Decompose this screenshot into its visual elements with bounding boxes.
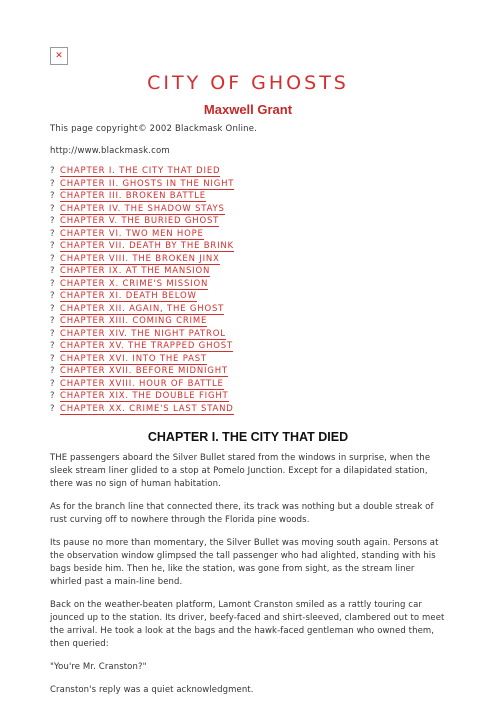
toc-bullet: ? <box>50 328 55 339</box>
book-title: CITY OF GHOSTS <box>147 72 349 94</box>
toc-chapter-link[interactable]: CHAPTER XVI. INTO THE PAST <box>60 353 207 364</box>
toc-item <box>50 178 430 191</box>
toc-item <box>50 403 430 416</box>
toc-bullet: ? <box>50 353 55 364</box>
toc-bullet: ? <box>50 191 55 201</box>
toc-chapter-link[interactable]: CHAPTER XI. DEATH BELOW <box>60 291 197 301</box>
toc-chapter-link[interactable]: CHAPTER VI. TWO MEN HOPE <box>60 228 204 239</box>
body-paragraph: THE passengers aboard the Silver Bullet stared from the windows in surprise, when the sleek stream liner glided to a stop at Pomelo Junction. Except for a dilapidated station, there was no sign of human habitation. <box>50 453 431 489</box>
toc-item <box>50 303 430 316</box>
toc-bullet: ? <box>50 203 55 214</box>
body-paragraph: Cranston's reply was a quiet acknowledgment. <box>50 685 254 695</box>
toc-item <box>50 340 430 353</box>
toc-bullet: ? <box>50 228 55 239</box>
toc-bullet: ? <box>50 291 55 301</box>
toc-bullet: ? <box>50 216 55 226</box>
toc-chapter-link[interactable]: CHAPTER XIII. COMING CRIME <box>60 316 208 326</box>
toc-item <box>50 240 430 253</box>
toc-bullet: ? <box>50 378 55 389</box>
toc-item <box>50 190 430 203</box>
site-url: http://www.blackmask.com <box>50 146 170 156</box>
toc-item <box>50 290 430 303</box>
toc-bullet: ? <box>50 341 55 351</box>
toc-chapter-link[interactable]: CHAPTER XIX. THE DOUBLE FIGHT <box>60 391 229 401</box>
toc-item <box>50 353 430 366</box>
toc-item <box>50 278 430 291</box>
body-paragraph: Back on the weather-beaten platform, Lamont Cranston smiled as a rattly touring car jounced up to the station. Its driver, beefy-faced and shirt-sleeved, clambered out to meet the arrival. He took a look at the bags and the hawk-faced gentleman who owned them, then queried: <box>50 600 445 649</box>
toc-chapter-link[interactable]: CHAPTER XVIII. HOUR OF BATTLE <box>60 378 224 389</box>
toc-chapter-link[interactable]: CHAPTER XII. AGAIN, THE GHOST <box>60 303 225 314</box>
body-paragraph: As for the branch line that connected there, its track was nothing but a double streak of rust curving off to nowhere through the Florida pine woods. <box>50 502 434 525</box>
toc-chapter-link[interactable]: CHAPTER V. THE BURIED GHOST <box>60 216 220 226</box>
copyright-notice: This page copyright© 2002 Blackmask Online. <box>50 124 258 134</box>
toc-chapter-link[interactable]: CHAPTER X. CRIME'S MISSION <box>60 278 209 289</box>
toc-bullet: ? <box>50 316 55 326</box>
toc-chapter-link[interactable]: CHAPTER IV. THE SHADOW STAYS <box>60 203 225 214</box>
toc-bullet: ? <box>50 253 55 264</box>
toc-item <box>50 378 430 391</box>
toc-chapter-link[interactable]: CHAPTER XVII. BEFORE MIDNIGHT <box>60 366 228 376</box>
toc-bullet: ? <box>50 241 55 251</box>
toc-item <box>50 228 430 241</box>
toc-item <box>50 315 430 328</box>
toc-item <box>50 365 430 378</box>
toc-item <box>50 165 430 178</box>
toc-item <box>50 253 430 266</box>
body-paragraph: "You're Mr. Cranston?" <box>50 662 147 672</box>
toc-bullet: ? <box>50 266 55 276</box>
toc-chapter-link[interactable]: CHAPTER I. THE CITY THAT DIED <box>60 166 221 176</box>
broken-image-icon: ✕ <box>50 47 68 65</box>
toc-item <box>50 328 430 341</box>
toc-chapter-link[interactable]: CHAPTER IX. AT THE MANSION <box>60 266 211 276</box>
toc-bullet: ? <box>50 278 55 289</box>
toc-chapter-link[interactable]: CHAPTER III. BROKEN BATTLE <box>60 191 206 201</box>
toc-bullet: ? <box>50 366 55 376</box>
chapter-body <box>50 452 448 707</box>
author-name: Maxwell Grant <box>203 102 293 117</box>
chapter-heading: CHAPTER I. THE CITY THAT DIED <box>147 430 349 444</box>
toc-bullet: ? <box>50 403 55 414</box>
toc-chapter-link[interactable]: CHAPTER XV. THE TRAPPED GHOST <box>60 341 233 351</box>
toc-chapter-link[interactable]: CHAPTER XX. CRIME'S LAST STAND <box>60 403 234 414</box>
toc-bullet: ? <box>50 391 55 401</box>
toc-item <box>50 390 430 403</box>
body-paragraph: Its pause no more than momentary, the Silver Bullet was moving south again. Persons at the observation window glimpsed the tall passenger who had alighted, standing with his bags beside him. Then he, like the station, was gone from sight, as the stream liner whirled past a main-line bend. <box>50 538 439 587</box>
toc-bullet: ? <box>50 178 55 189</box>
toc-bullet: ? <box>50 166 55 176</box>
toc-chapter-link[interactable]: CHAPTER VIII. THE BROKEN JINX <box>60 253 220 264</box>
toc-item <box>50 203 430 216</box>
toc-bullet: ? <box>50 303 55 314</box>
toc-item <box>50 265 430 278</box>
toc-chapter-link[interactable]: CHAPTER XIV. THE NIGHT PATROL <box>60 328 226 339</box>
toc-chapter-link[interactable]: CHAPTER VII. DEATH BY THE BRINK <box>60 241 234 251</box>
toc-chapter-link[interactable]: CHAPTER II. GHOSTS IN THE NIGHT <box>60 178 235 189</box>
table-of-contents <box>50 165 430 415</box>
toc-item <box>50 215 430 228</box>
